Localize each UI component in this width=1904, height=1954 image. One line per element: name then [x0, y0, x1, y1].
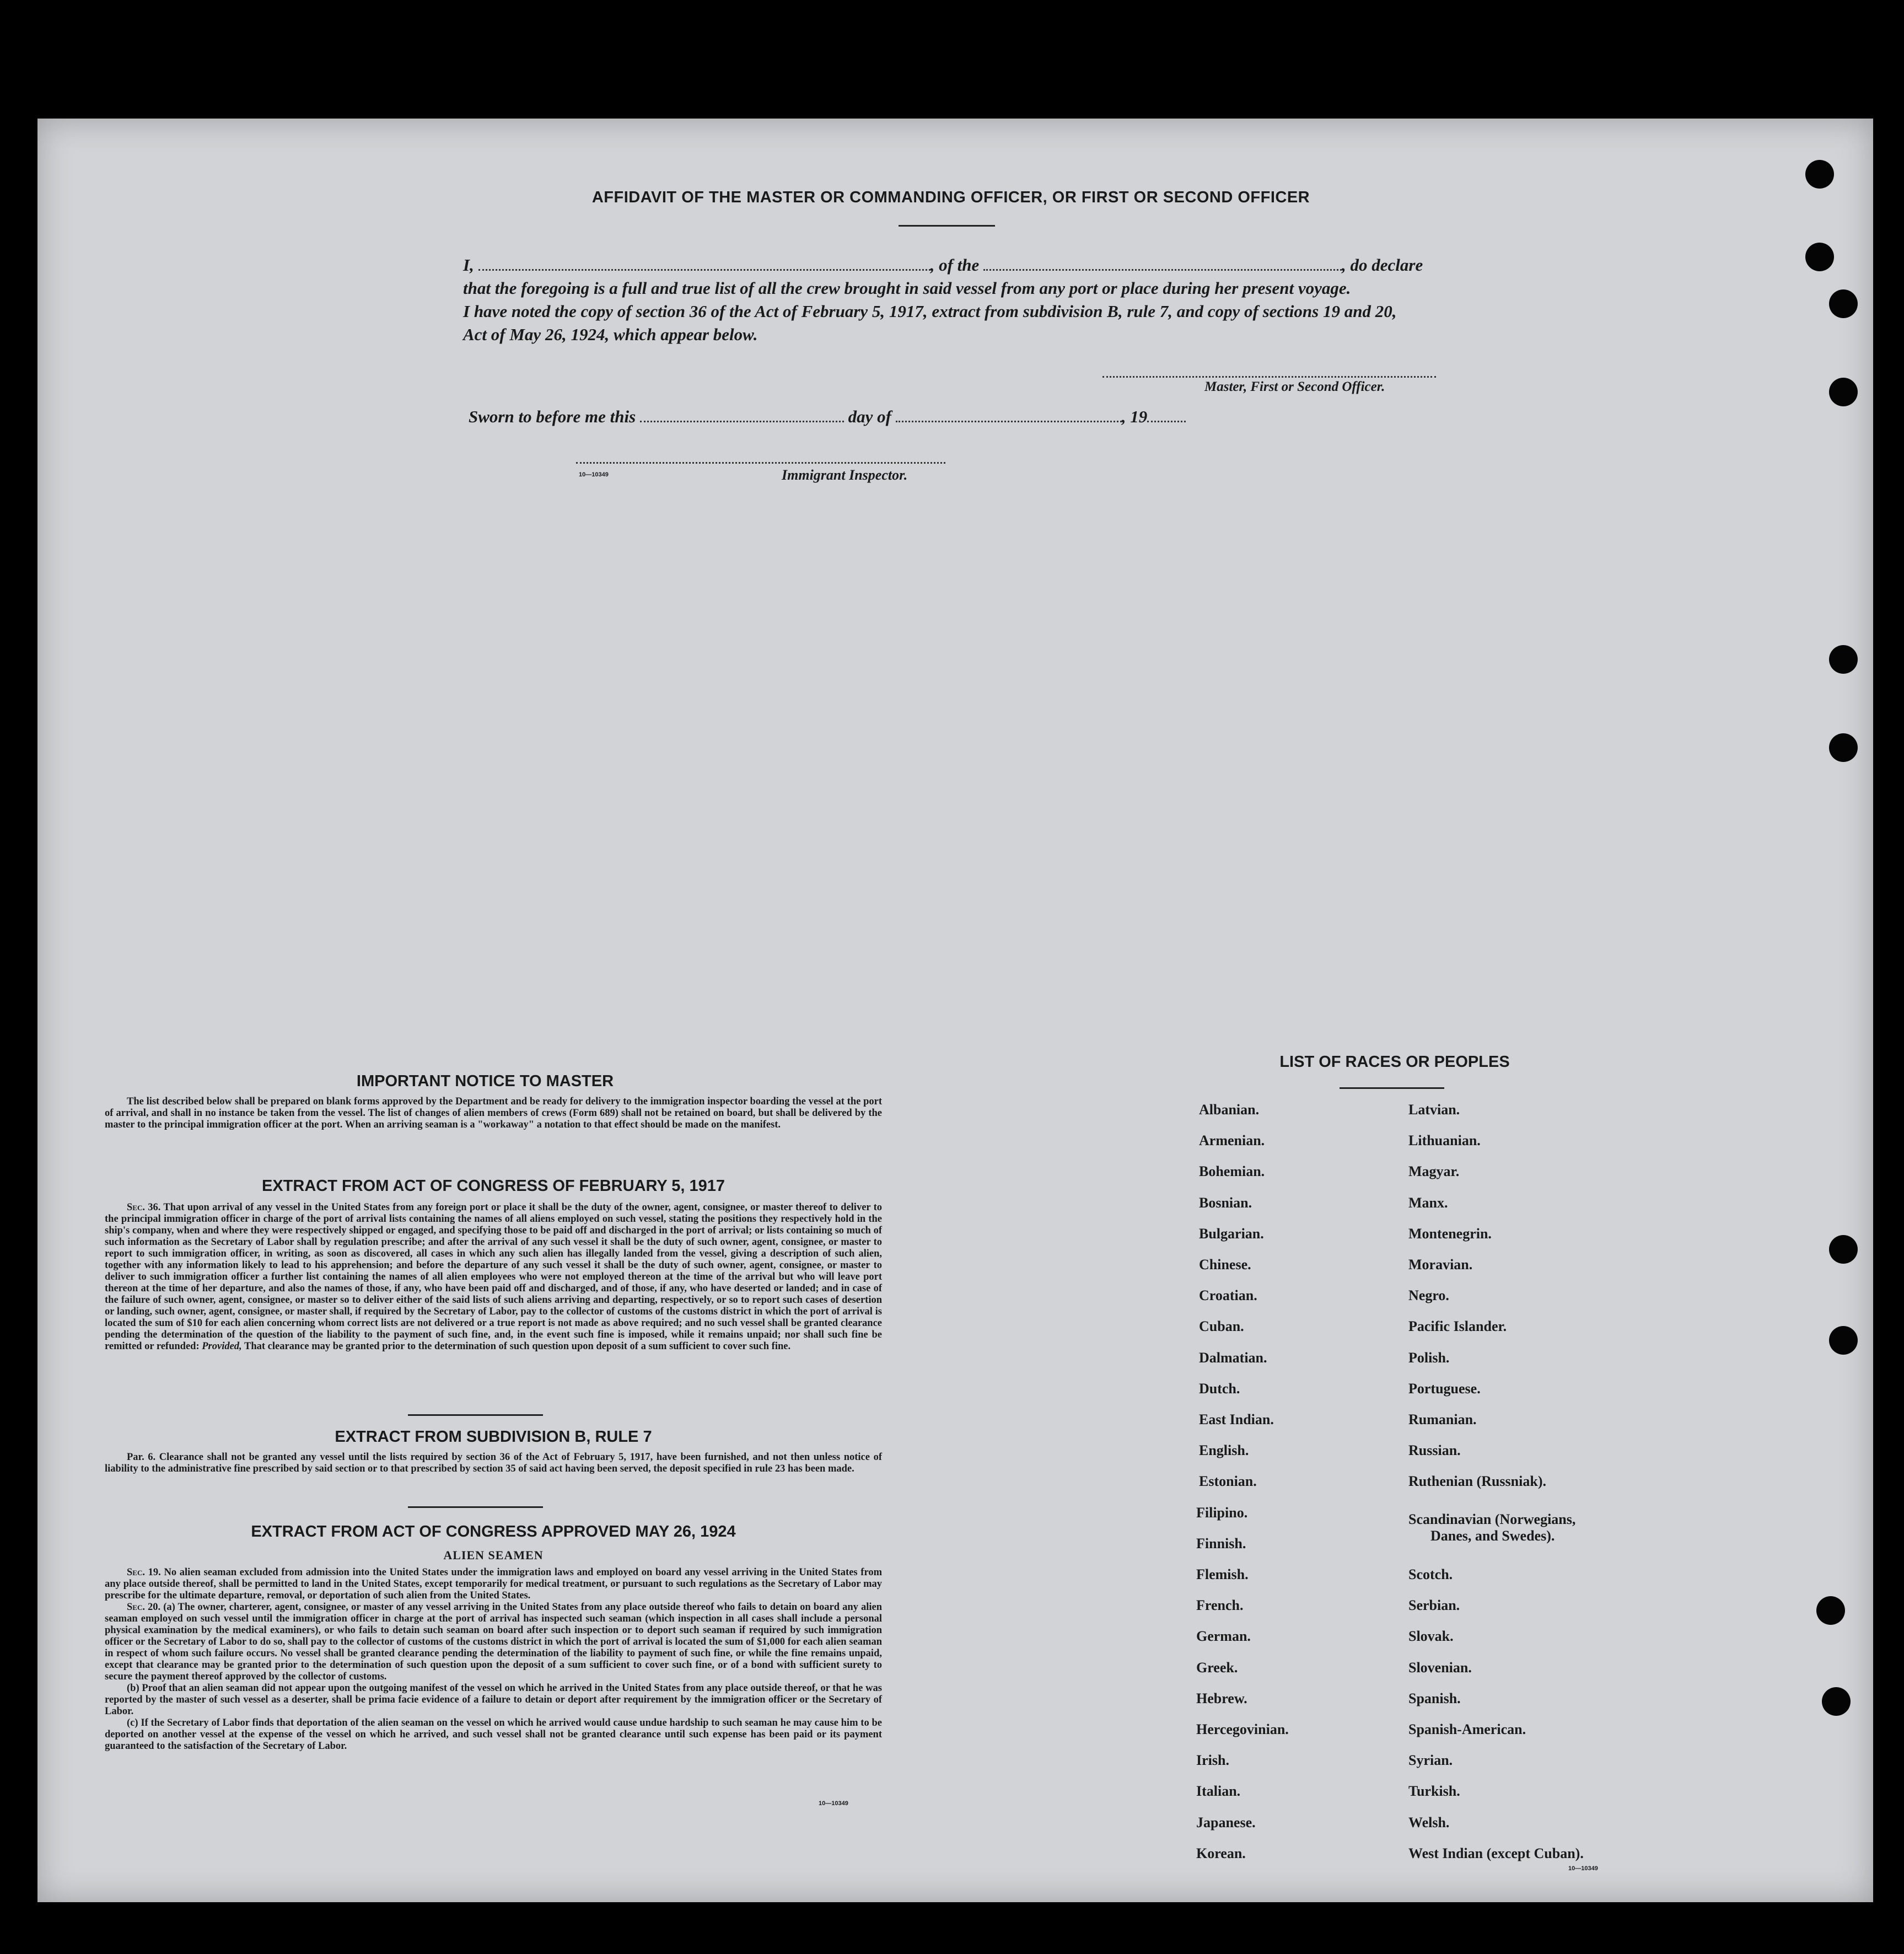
binder-hole	[1829, 1235, 1858, 1264]
race-list-item: German.	[1196, 1628, 1251, 1644]
binder-hole	[1805, 243, 1834, 271]
race-list-item: Rumanian.	[1408, 1411, 1477, 1427]
sec-19-text: No alien seaman excluded from admission into the United States under the immigration laws and employed on board any vessel arriving in the United States from any place outside thereof, shall be permitted to land in the United States, except temporarily for medical treatment, or pursuant to such regulations as the Secretary of Labor may prescribe for the ultimate departure, removal, or deportation of such alien from the United States.	[105, 1567, 882, 1601]
divider	[899, 225, 995, 227]
affidavit-body	[463, 254, 1461, 346]
sworn-text: Sworn to before me this	[469, 407, 636, 426]
race-list-item: Cuban.	[1199, 1318, 1244, 1334]
race-list-item: Serbian.	[1408, 1597, 1460, 1613]
race-list-item: Greek.	[1196, 1660, 1238, 1676]
master-caption: Master, First or Second Officer.	[1204, 379, 1385, 394]
binder-hole	[1822, 1687, 1851, 1716]
race-list-item: Slovenian.	[1408, 1660, 1472, 1676]
inspector-caption: Immigrant Inspector.	[782, 467, 908, 483]
extract-1917-title: EXTRACT FROM ACT OF CONGRESS OF FEBRUARY 5, 1917	[261, 1177, 725, 1195]
race-list-item: Manx.	[1408, 1195, 1448, 1211]
notice-title: IMPORTANT NOTICE TO MASTER	[356, 1072, 614, 1090]
race-list-item: Russian.	[1408, 1442, 1461, 1458]
race-list-item: Finnish.	[1196, 1536, 1246, 1552]
race-list-item: Negro.	[1408, 1287, 1449, 1303]
race-list-item: Estonian.	[1199, 1473, 1257, 1489]
binder-hole	[1829, 733, 1858, 762]
sec-20c-text: (c) If the Secretary of Labor finds that deportation of the alien seaman on the vessel on which he arrived would cause undue hardship to such seaman he may cause him to be deported on another vessel at the expense of the vessel on which he arrived, and such vessel shall not be granted clearance until such expense has been paid or its payment guaranteed to the satisfaction of the Secretary of Labor.	[105, 1717, 882, 1752]
divider	[408, 1414, 543, 1416]
race-list-item: Scandinavian (Norwegians,	[1408, 1511, 1576, 1527]
race-list-item: Bulgarian.	[1199, 1226, 1264, 1242]
binder-hole	[1829, 1326, 1858, 1355]
race-list-item: Latvian.	[1408, 1102, 1460, 1118]
race-list-item: Spanish-American.	[1408, 1721, 1526, 1737]
sworn-year-blank[interactable]	[1147, 421, 1186, 422]
binder-hole	[1816, 1596, 1845, 1625]
race-list-item: Montenegrin.	[1408, 1226, 1492, 1242]
race-list-item: French.	[1196, 1597, 1244, 1613]
race-list-item: Moravian.	[1408, 1257, 1473, 1273]
vessel-blank[interactable]	[983, 269, 1342, 271]
race-list-item: Armenian.	[1199, 1132, 1265, 1148]
race-list-item: Ruthenian (Russniak).	[1408, 1473, 1546, 1489]
alien-seamen-subtitle: ALIEN SEAMEN	[443, 1548, 544, 1562]
sec-19	[105, 1567, 882, 1602]
binder-hole	[1805, 160, 1834, 189]
sec-20b-text: (b) Proof that an alien seaman did not appear upon the outgoing manifest of the vessel on which he arrived in the United States from any place outside thereof, or that he was reported by the master of such vessel as a deserter, shall be prima facie evidence of a failure to detain or deport after requirement by the immigration officer or the Secretary of Labor.	[105, 1683, 882, 1717]
race-list-item: Croatian.	[1199, 1287, 1257, 1303]
race-list-item: Bohemian.	[1199, 1163, 1265, 1179]
form-number: 10—10349	[579, 471, 609, 478]
sec-19-label: Sec. 19.	[127, 1567, 161, 1578]
race-list-item: Welsh.	[1408, 1815, 1450, 1830]
affidavit-line-3: I have noted the copy of section 36 of the Act of February 5, 1917, extract from subdivision B, rule 7, and copy of sections 19 and 20,	[463, 302, 1397, 321]
race-list-item: Syrian.	[1408, 1752, 1453, 1768]
sworn-day-blank[interactable]	[640, 421, 844, 422]
form-number: 10—10349	[1568, 1865, 1598, 1872]
year-text: , 19	[1121, 407, 1148, 426]
binder-hole	[1829, 378, 1858, 406]
day-of-text: day of	[848, 407, 891, 426]
race-list-item: Hercegovinian.	[1196, 1721, 1289, 1737]
race-list-item: Hebrew.	[1196, 1690, 1247, 1706]
inspector-signature-line[interactable]	[576, 462, 945, 464]
extract-1924-body	[105, 1567, 882, 1752]
divider	[408, 1506, 543, 1508]
race-list-item: Spanish.	[1408, 1690, 1461, 1706]
sec-20a-text: (a) The owner, charterer, agent, consignee, or master of any vessel arriving in the United States from any place outside thereof who fails to detain on board any alien seaman employed on such vessel until the immigration officer in charge at the port of arrival has inspected such seaman (which inspection in all cases shall include a personal physical examination by the medical examiners), or who fails to detain such seaman on board after such inspection or to deport such seaman if required by such immigration officer or the Secretary of Labor to do so, shall pay to the collector of customs of the customs district in which the port of arrival is located the sum of $1,000 for each alien seaman in respect of whom such failure occurs. No vessel shall be granted clearance pending the determination of the liability to payment of such fine, or while the fine remains unpaid, except that clearance may be granted prior to the determination of such question upon the deposit of a sum sufficient to cover such fine, or of a bond with sufficient surety to secure the payment thereof approved by the collector of customs.	[105, 1602, 882, 1682]
race-list-item: Scotch.	[1408, 1566, 1453, 1582]
name-blank[interactable]	[478, 269, 931, 271]
rule-7-body	[105, 1452, 882, 1475]
affidavit-i: I,	[463, 255, 474, 275]
form-number: 10—10349	[819, 1800, 848, 1807]
race-list-item: West Indian (except Cuban).	[1408, 1845, 1584, 1861]
race-list-item: Korean.	[1196, 1845, 1246, 1861]
binder-hole	[1829, 645, 1858, 674]
race-list-item: Pacific Islander.	[1408, 1318, 1507, 1334]
sworn-month-blank[interactable]	[896, 421, 1122, 422]
affidavit-line-2: that the foregoing is a full and true list of all the crew brought in said vessel from any port or place during her present voyage.	[463, 278, 1351, 298]
race-list-item: English.	[1199, 1442, 1249, 1458]
sec-36-text: That upon arrival of any vessel in the United States from any foreign port or place it shall be the duty of the owner, agent, consignee, or master thereof to deliver to the principal immigration officer in charge of the port of arrival lists containing the names of all aliens employed on such vessel, stating the positions they respectively hold in the ship's company, when and where they were respectively shipped or engaged, and specifying those to be paid off and discharged in the port of arrival; or lists containing so much of such information as the Secretary of Labor shall by regulation prescribe; and after the arrival of any such vessel it shall be the duty of such owner, agent, consignee, or master to report to such immigration officer, in writing, as soon as discovered, all cases in which any such alien has illegally landed from the vessel, giving a description of such alien, together with any information likely to lead to his apprehension; and before the departure of any such vessel it shall be the duty of such owner, agent, consignee, or master to deliver to such immigration officer a further list containing the names of all alien employees who were not employed thereon at the time of the arrival but who will leave port thereon at the time of her departure, and also the names of those, if any, who have been paid off and discharged, and of those, if any, who have deserted or landed; and in case of the failure of such owner, agent, consignee, or master so to deliver either of the said lists of such aliens arriving and departing, respectively, or so to report such cases of desertion or landing, such owner, agent, consignee, or master shall, if required by the Secretary of Labor, pay to the collector of customs of the customs district in which the port of arrival is located the sum of $10 for each alien concerning whom correct lists are not delivered or a true report is not made as above required; and no such vessel shall be granted clearance pending the determination of the question of the liability to the payment of such fine, and, in the event such fine is imposed, while it remains unpaid; nor shall such fine be remitted or refunded:	[105, 1202, 882, 1352]
race-list-item: East Indian.	[1199, 1411, 1274, 1427]
binder-hole	[1829, 289, 1858, 318]
sec-36-label: Sec. 36.	[127, 1202, 161, 1213]
affidavit-line-4: Act of May 26, 1924, which appear below.	[463, 325, 758, 344]
sec-20-label: Sec. 20.	[127, 1602, 161, 1613]
race-list-item: Portuguese.	[1408, 1381, 1481, 1397]
race-list-item: Dutch.	[1199, 1381, 1240, 1397]
notice-body	[105, 1096, 882, 1131]
races-left-column	[1196, 1102, 1419, 1874]
race-list-item: Albanian.	[1199, 1102, 1260, 1118]
rule-7-title: EXTRACT FROM SUBDIVISION B, RULE 7	[335, 1428, 652, 1446]
race-list-item: Italian.	[1196, 1783, 1241, 1799]
race-list-item: Dalmatian.	[1199, 1350, 1267, 1366]
race-list-item: Filipino.	[1196, 1505, 1248, 1521]
race-list-item-continued: Danes, and Swedes).	[1430, 1528, 1555, 1544]
race-list-item: Polish.	[1408, 1350, 1450, 1366]
sec-20a	[105, 1602, 882, 1683]
divider	[1340, 1087, 1444, 1089]
races-right-column	[1408, 1102, 1717, 1874]
affidavit-line-1	[463, 254, 1461, 277]
rule-7-text: Par. 6. Clearance shall not be granted any vessel until the lists required by section 36 of the Act of February 5, 1917, have been furnished, and not then unless notice of liability to the administrative fine prescribed by said section or to that prescribed by section 35 of said act having been served, the deposit specified in rule 23 has been made.	[105, 1452, 882, 1474]
race-list-item: Slovak.	[1408, 1628, 1454, 1644]
race-list-item: Irish.	[1196, 1752, 1229, 1768]
sec-20b	[105, 1683, 882, 1717]
race-list-item: Japanese.	[1196, 1815, 1256, 1830]
race-list-item: Flemish.	[1196, 1566, 1249, 1582]
races-title: LIST OF RACES OR PEOPLES	[1279, 1053, 1510, 1071]
race-list-item: Lithuanian.	[1408, 1132, 1481, 1148]
extract-1917-body	[105, 1202, 882, 1352]
sec-20c	[105, 1717, 882, 1752]
notice-text: The list described below shall be prepared on blank forms approved by the Department and be ready for delivery to the immigration inspector boarding the vessel at the port of arrival, and shall in no instance be taken from the vessel. The list of changes of alien members of crews (Form 689) shall not be retained on board, but shall be delivered by the master to the principal immigration officer at the port. When an arriving seaman is a "workaway" a notation to that effect should be made on the manifest.	[105, 1096, 882, 1130]
provided-text: Provided,	[202, 1341, 242, 1352]
race-list-item: Chinese.	[1199, 1257, 1251, 1273]
extract-1924-title: EXTRACT FROM ACT OF CONGRESS APPROVED MAY 26, 1924	[251, 1523, 736, 1540]
affidavit-of-the: , of the	[930, 255, 980, 275]
race-list-item: Bosnian.	[1199, 1195, 1252, 1211]
master-signature-line[interactable]	[1102, 376, 1436, 378]
race-list-item: Turkish.	[1408, 1783, 1460, 1799]
affidavit-title: AFFIDAVIT OF THE MASTER OR COMMANDING OFFICER, OR FIRST OR SECOND OFFICER	[591, 189, 1310, 206]
sworn-line	[469, 407, 1186, 427]
sec-36-tail: That clearance may be granted prior to the determination of such question upon deposit of a sum sufficient to cover such fine.	[244, 1341, 791, 1352]
affidavit-do-declare: , do declare	[1342, 255, 1423, 275]
race-list-item: Magyar.	[1408, 1163, 1460, 1179]
